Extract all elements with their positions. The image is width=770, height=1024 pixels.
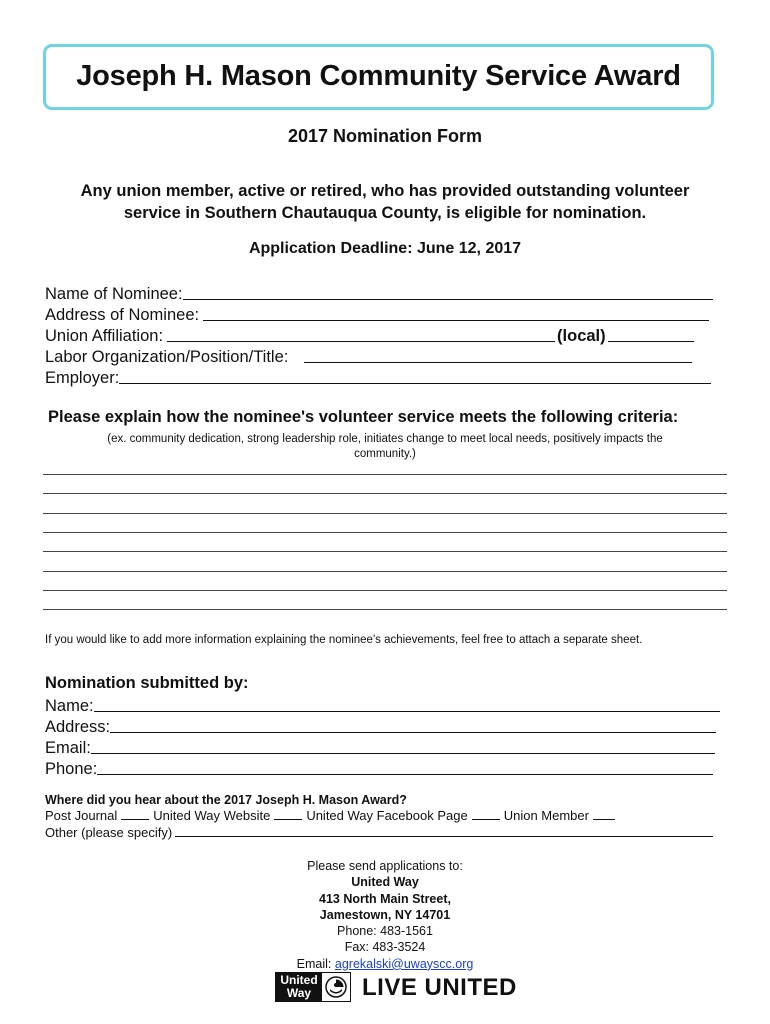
nominee-name-row: [45, 282, 713, 304]
labor-org-row: [45, 345, 692, 367]
eligibility-text: [0, 180, 770, 224]
local-label: (local): [557, 327, 606, 345]
submitter-address-field[interactable]: [110, 731, 716, 733]
answer-line-8[interactable]: [43, 609, 727, 610]
answer-line-3[interactable]: [43, 513, 727, 514]
union-affiliation-field[interactable]: [167, 340, 555, 342]
option-facebook-blank[interactable]: [472, 818, 500, 820]
mailing-org: United Way: [351, 875, 419, 890]
logo-wordmark: [276, 973, 322, 1001]
submitter-address-row: [45, 715, 716, 737]
nominee-address-label: Address of Nominee:: [45, 306, 200, 324]
option-post-journal-blank[interactable]: [121, 818, 149, 820]
answer-line-1[interactable]: [43, 474, 727, 475]
mailing-email-link[interactable]: agrekalski@uwayscc.org: [334, 956, 474, 971]
submitter-email-label: Email:: [45, 739, 91, 757]
logo-word-2: Way: [286, 986, 312, 1000]
submitter-phone-label: Phone:: [45, 760, 98, 778]
page-title: Joseph H. Mason Community Service Award: [76, 60, 681, 92]
union-affiliation-label: Union Affiliation:: [45, 327, 164, 345]
logo-word-1: United: [280, 973, 318, 987]
option-union-member-blank[interactable]: [593, 818, 615, 820]
title-box: [43, 44, 714, 110]
option-facebook-label: United Way Facebook Page: [306, 808, 468, 823]
criteria-examples-line-2: community.): [354, 448, 416, 460]
option-other-label: Other (please specify): [45, 825, 173, 840]
nominee-name-label: Name of Nominee:: [45, 285, 183, 303]
form-subtitle: 2017 Nomination Form: [287, 126, 483, 146]
additional-info-note: If you would like to add more information explaining the nominee's achievements, feel free to attach a separate sheet.: [45, 634, 643, 646]
employer-field[interactable]: [119, 382, 711, 384]
local-field[interactable]: [608, 340, 694, 342]
option-website-label: United Way Website: [153, 808, 271, 823]
answer-line-7[interactable]: [43, 590, 727, 591]
answer-line-4[interactable]: [43, 532, 727, 533]
eligibility-line-2: service in Southern Chautauqua County, is eligible for nomination.: [123, 204, 647, 222]
submitter-phone-field[interactable]: [97, 773, 713, 775]
option-union-member-label: Union Member: [503, 808, 589, 823]
employer-row: [45, 366, 711, 388]
application-deadline: Application Deadline: June 12, 2017: [248, 240, 522, 257]
mailing-intro: Please send applications to:: [307, 859, 463, 873]
submitter-name-field[interactable]: [94, 710, 720, 712]
mailing-email-label: Email:: [296, 956, 335, 971]
option-post-journal-label: Post Journal: [45, 808, 118, 823]
nominee-address-row: [45, 303, 709, 325]
submitter-name-row: [45, 694, 720, 716]
criteria-examples: [70, 432, 700, 462]
labor-org-label: Labor Organization/Position/Title:: [45, 348, 289, 366]
labor-org-field[interactable]: [304, 361, 692, 363]
answer-line-2[interactable]: [43, 493, 727, 494]
united-way-logo: [275, 972, 351, 1002]
submitter-email-field[interactable]: [91, 752, 715, 754]
submitter-phone-row: [45, 757, 713, 779]
mailing-street: 413 North Main Street,: [319, 891, 451, 906]
mailing-fax: Fax: 483-3524: [344, 940, 426, 955]
eligibility-line-1: Any union member, active or retired, who has provided outstanding volunteer: [80, 182, 690, 200]
union-affiliation-row: [45, 324, 694, 346]
mailing-phone: Phone: 483-1561: [337, 924, 433, 939]
submitted-by-heading: Nomination submitted by:: [45, 674, 249, 692]
submitter-name-label: Name:: [45, 697, 94, 715]
referral-question: Where did you hear about the 2017 Joseph H. Mason Award?: [45, 793, 407, 807]
referral-other-row: [45, 825, 717, 840]
answer-line-6[interactable]: [43, 571, 727, 572]
criteria-examples-line-1: (ex. community dedication, strong leadership role, initiates change to meet local needs, positively impacts the: [107, 433, 663, 445]
option-website-blank[interactable]: [274, 818, 302, 820]
mailing-city: Jamestown, NY 14701: [319, 907, 451, 922]
nominee-address-field[interactable]: [203, 319, 709, 321]
mailing-info: [0, 858, 770, 972]
submitter-email-row: [45, 736, 715, 758]
employer-label: Employer:: [45, 369, 120, 387]
submitter-address-label: Address:: [45, 718, 111, 736]
referral-options-row: [45, 808, 619, 823]
helping-hand-icon: [322, 976, 350, 998]
criteria-heading: Please explain how the nominee's volunteer service meets the following criteria:: [48, 408, 679, 426]
answer-line-5[interactable]: [43, 551, 727, 552]
nominee-name-field[interactable]: [183, 298, 713, 300]
option-other-field[interactable]: [175, 835, 713, 837]
live-united-slogan: LIVE UNITED: [362, 974, 517, 1001]
mailing-email-row: [0, 956, 770, 972]
